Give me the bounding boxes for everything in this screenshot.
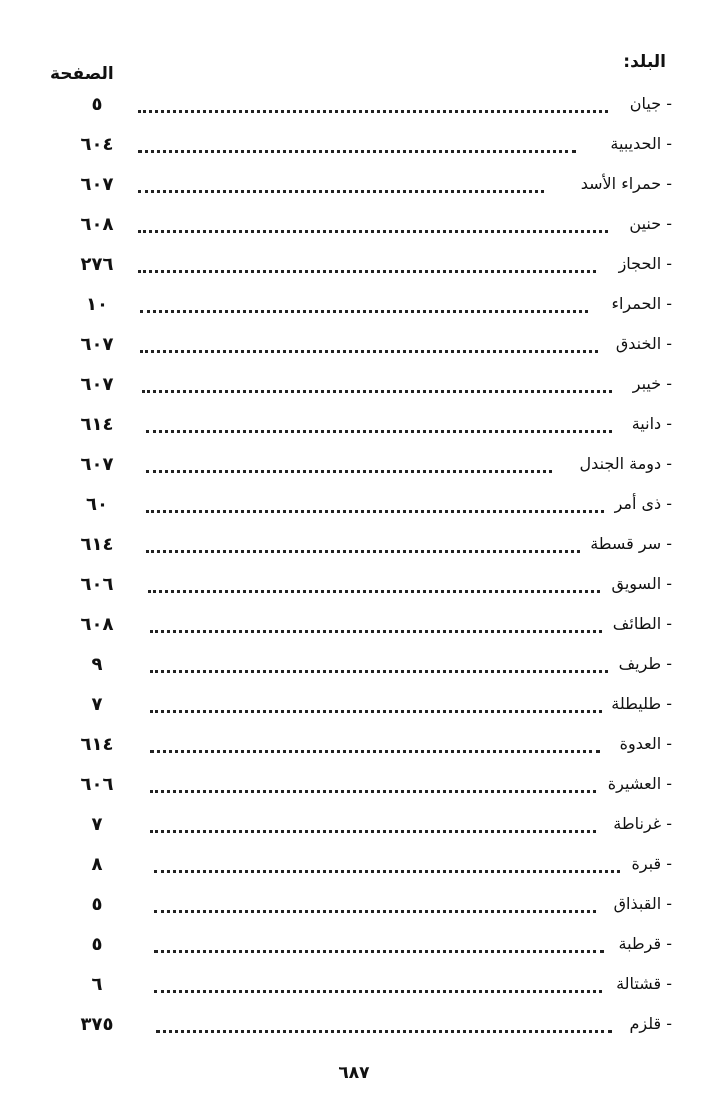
- entry-name: - طريف: [618, 654, 672, 673]
- entry-name: - الحجاز: [618, 254, 672, 273]
- entry-page-number: ٧: [91, 694, 103, 715]
- index-entry: [0, 290, 708, 320]
- entry-page-number: ٧: [91, 814, 103, 835]
- page-number: ٦٨٧: [338, 1063, 370, 1083]
- index-entry: [0, 610, 708, 640]
- entry-name: - الحديبية: [610, 134, 672, 153]
- index-entry: [0, 210, 708, 240]
- dot-leader: [150, 820, 596, 833]
- dot-leader: [154, 860, 620, 873]
- entry-page-number: ٥: [91, 894, 103, 915]
- entry-name: - سر قسطة: [590, 534, 672, 553]
- entry-name: - ذى أمر: [614, 494, 672, 513]
- index-entry: [0, 410, 708, 440]
- entry-name: - الخندق: [615, 334, 672, 353]
- entry-name: - خيبر: [632, 374, 672, 393]
- index-entry: [0, 970, 708, 1000]
- entry-name: - طليطلة: [611, 694, 672, 713]
- entry-name: - قلزم: [629, 1014, 672, 1033]
- dot-leader: [138, 180, 544, 193]
- index-entry: [0, 90, 708, 120]
- dot-leader: [154, 900, 596, 913]
- entry-name: - الطائف: [612, 614, 672, 633]
- entry-page-number: ٦٠٧: [80, 374, 114, 395]
- index-entry: [0, 1010, 708, 1040]
- entry-page-number: ٦٠٦: [80, 574, 114, 595]
- entry-page-number: ٥: [91, 934, 103, 955]
- entry-page-number: ٦٠٧: [80, 174, 114, 195]
- entry-page-number: ٦٠٨: [80, 214, 114, 235]
- index-entry: [0, 130, 708, 160]
- dot-leader: [150, 660, 608, 673]
- entry-page-number: ٦٠: [86, 494, 108, 515]
- entry-name: - القبذاق: [613, 894, 672, 913]
- entry-page-number: ٥: [91, 94, 103, 115]
- index-entry: [0, 490, 708, 520]
- dot-leader: [150, 620, 602, 633]
- index-entry: [0, 570, 708, 600]
- dot-leader: [138, 100, 608, 113]
- dot-leader: [138, 260, 596, 273]
- dot-leader: [156, 1020, 612, 1033]
- index-entry: [0, 730, 708, 760]
- index-entry: [0, 170, 708, 200]
- entry-page-number: ٦: [91, 974, 103, 995]
- index-entry: [0, 650, 708, 680]
- entry-page-number: ٦١٤: [80, 534, 114, 555]
- entry-page-number: ٦٠٨: [80, 614, 114, 635]
- entry-name: - دومة الجندل: [579, 454, 672, 473]
- entry-name: - جيان: [629, 94, 672, 113]
- entry-page-number: ٦١٤: [80, 734, 114, 755]
- dot-leader: [150, 740, 600, 753]
- entry-page-number: ٦٠٧: [80, 454, 114, 475]
- dot-leader: [140, 340, 598, 353]
- dot-leader: [138, 140, 576, 153]
- entry-name: - العشيرة: [607, 774, 672, 793]
- index-entry: [0, 370, 708, 400]
- dot-leader: [150, 700, 602, 713]
- index-entry: [0, 690, 708, 720]
- index-entry: [0, 850, 708, 880]
- dot-leader: [154, 980, 602, 993]
- index-entry: [0, 530, 708, 560]
- index-entry: [0, 250, 708, 280]
- entry-name: - قشتالة: [616, 974, 672, 993]
- dot-leader: [150, 780, 596, 793]
- entry-page-number: ٢٧٦: [80, 254, 114, 275]
- index-entry: [0, 810, 708, 840]
- entry-name: - قرطبة: [618, 934, 672, 953]
- entry-name: - دانية: [631, 414, 672, 433]
- entry-name: - حنين: [629, 214, 672, 233]
- entry-page-number: ٩: [91, 654, 103, 675]
- dot-leader: [154, 940, 604, 953]
- entry-page-number: ٣٧٥: [80, 1014, 114, 1035]
- index-entry: [0, 330, 708, 360]
- index-entry: [0, 930, 708, 960]
- entry-page-number: ٦١٤: [80, 414, 114, 435]
- index-entry: [0, 770, 708, 800]
- entry-page-number: ٦٠٧: [80, 334, 114, 355]
- page-column-heading: الصفحة: [50, 64, 114, 84]
- dot-leader: [138, 220, 608, 233]
- index-entry: [0, 450, 708, 480]
- entry-page-number: ٦٠٦: [80, 774, 114, 795]
- dot-leader: [142, 380, 612, 393]
- dot-leader: [146, 500, 604, 513]
- country-heading: البلد:: [623, 52, 666, 72]
- index-entry: [0, 890, 708, 920]
- entry-page-number: ٨: [91, 854, 103, 875]
- entry-page-number: ٦٠٤: [80, 134, 114, 155]
- entry-name: - العدوة: [619, 734, 672, 753]
- dot-leader: [140, 300, 588, 313]
- dot-leader: [146, 420, 612, 433]
- dot-leader: [148, 580, 600, 593]
- entry-name: - الحمراء: [611, 294, 672, 313]
- entry-name: - السويق: [611, 574, 672, 593]
- dot-leader: [146, 460, 552, 473]
- entry-name: - غرناطة: [613, 814, 672, 833]
- entry-name: - قبرة: [631, 854, 672, 873]
- entry-page-number: ١٠: [86, 294, 108, 315]
- entry-name: - حمراء الأسد: [580, 174, 672, 193]
- dot-leader: [146, 540, 580, 553]
